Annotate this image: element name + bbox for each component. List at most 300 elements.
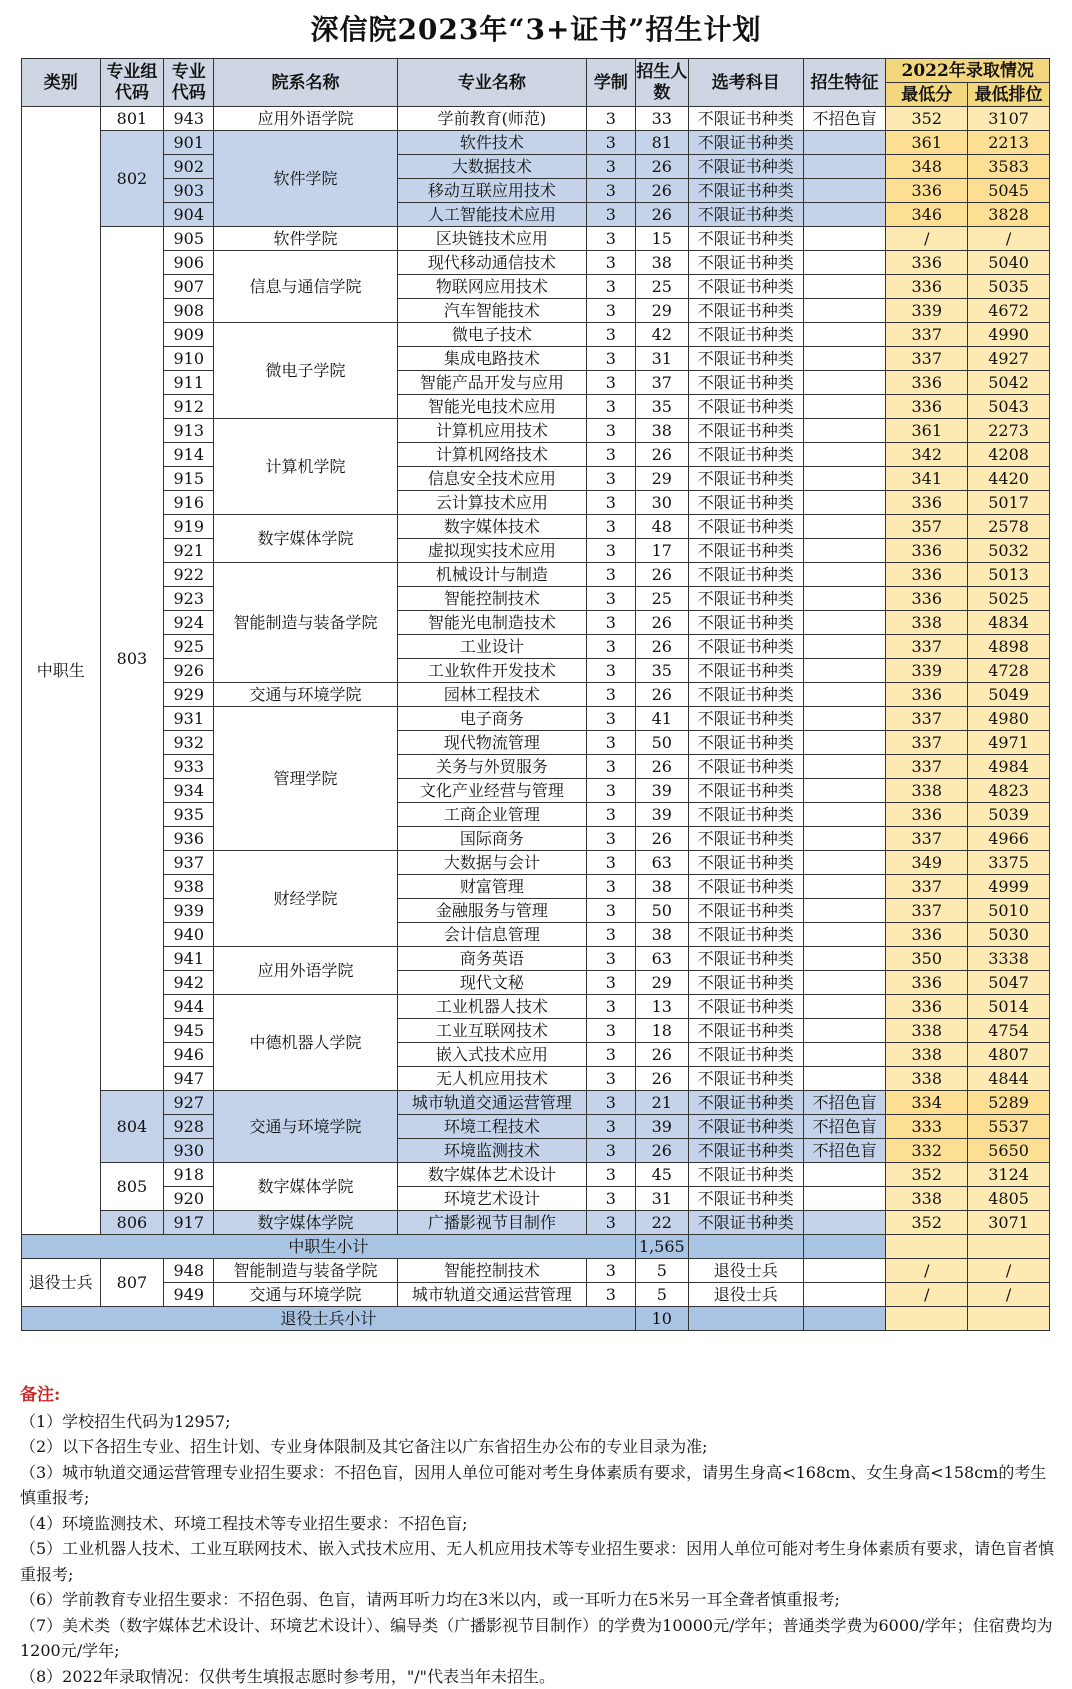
years-cell: 3: [586, 683, 635, 707]
min-rank-cell: 5537: [968, 1115, 1050, 1139]
enroll-count-cell: 63: [635, 947, 688, 971]
feature-cell: [803, 875, 886, 899]
min-rank-cell: 2578: [968, 515, 1050, 539]
feature-cell: [803, 395, 886, 419]
subjects-cell: 不限证书种类: [688, 323, 803, 347]
feature-cell: [803, 179, 886, 203]
major-code-cell: 918: [164, 1163, 214, 1187]
major-name-cell: 大数据与会计: [397, 851, 586, 875]
feature-cell: [803, 347, 886, 371]
enrollment-table: [21, 58, 1050, 1331]
table-row: [22, 683, 1050, 707]
enroll-count-cell: 38: [635, 875, 688, 899]
min-score-cell: 350: [886, 947, 968, 971]
feature-cell: [803, 1163, 886, 1187]
enroll-count-cell: 26: [635, 155, 688, 179]
min-score-cell: 361: [886, 419, 968, 443]
major-code-cell: 906: [164, 251, 214, 275]
years-cell: 3: [586, 1211, 635, 1235]
subjects-cell: 退役士兵: [688, 1259, 803, 1283]
table-row: [22, 827, 1050, 851]
subjects-cell: 不限证书种类: [688, 707, 803, 731]
enroll-count-cell: 42: [635, 323, 688, 347]
major-name-cell: 汽车智能技术: [397, 299, 586, 323]
feature-cell: [803, 971, 886, 995]
min-rank-cell: 4754: [968, 1019, 1050, 1043]
note-6: （6）学前教育专业招生要求：不招色弱、色盲，请两耳听力均在3米以内，或一耳听力在5米另一耳全聋者慎重报考;: [20, 1587, 1060, 1613]
dept-cell: 管理学院: [214, 707, 398, 851]
years-cell: 3: [586, 323, 635, 347]
table-row: [22, 1283, 1050, 1307]
subjects-cell: 不限证书种类: [688, 635, 803, 659]
feature-cell: [803, 1283, 886, 1307]
min-score-cell: 336: [886, 803, 968, 827]
table-row: [22, 179, 1050, 203]
min-score-cell: /: [886, 1283, 968, 1307]
subtotal-label: 中职生小计: [22, 1235, 636, 1259]
enroll-count-cell: 5: [635, 1283, 688, 1307]
min-rank-cell: 5650: [968, 1139, 1050, 1163]
major-name-cell: 工业设计: [397, 635, 586, 659]
major-name-cell: 工业互联网技术: [397, 1019, 586, 1043]
subjects-cell: 不限证书种类: [688, 299, 803, 323]
enroll-count-cell: 26: [635, 1067, 688, 1091]
years-cell: 3: [586, 731, 635, 755]
subjects-cell: 不限证书种类: [688, 1067, 803, 1091]
subjects-cell: 不限证书种类: [688, 659, 803, 683]
table-row: [22, 995, 1050, 1019]
table-row: [22, 347, 1050, 371]
min-score-cell: 333: [886, 1115, 968, 1139]
major-code-cell: 944: [164, 995, 214, 1019]
min-score-cell: 352: [886, 1163, 968, 1187]
dept-cell: 交通与环境学院: [214, 683, 398, 707]
feature-cell: [803, 419, 886, 443]
dept-cell: 信息与通信学院: [214, 251, 398, 323]
enroll-count-cell: 26: [635, 683, 688, 707]
enroll-count-cell: 26: [635, 1043, 688, 1067]
major-name-cell: 工业机器人技术: [397, 995, 586, 1019]
subtotal-empty: [688, 1307, 803, 1331]
min-rank-cell: 3071: [968, 1211, 1050, 1235]
years-cell: 3: [586, 659, 635, 683]
table-row: [22, 587, 1050, 611]
dept-cell: 微电子学院: [214, 323, 398, 419]
enroll-count-cell: 29: [635, 299, 688, 323]
table-row: [22, 323, 1050, 347]
min-rank-cell: 4807: [968, 1043, 1050, 1067]
table-row: [22, 635, 1050, 659]
feature-cell: 不招色盲: [803, 1139, 886, 1163]
feature-cell: 不招色盲: [803, 107, 886, 131]
enroll-count-cell: 29: [635, 467, 688, 491]
feature-cell: [803, 371, 886, 395]
table-row: [22, 419, 1050, 443]
major-code-cell: 915: [164, 467, 214, 491]
feature-cell: [803, 827, 886, 851]
major-code-cell: 948: [164, 1259, 214, 1283]
min-score-cell: 336: [886, 275, 968, 299]
min-rank-cell: 5039: [968, 803, 1050, 827]
feature-cell: [803, 707, 886, 731]
feature-cell: [803, 659, 886, 683]
years-cell: 3: [586, 923, 635, 947]
major-code-cell: 940: [164, 923, 214, 947]
subjects-cell: 不限证书种类: [688, 155, 803, 179]
feature-cell: [803, 203, 886, 227]
table-row: [22, 299, 1050, 323]
enroll-count-cell: 81: [635, 131, 688, 155]
subjects-cell: 不限证书种类: [688, 779, 803, 803]
feature-cell: [803, 467, 886, 491]
subjects-cell: 不限证书种类: [688, 371, 803, 395]
table-row: [22, 251, 1050, 275]
years-cell: 3: [586, 1067, 635, 1091]
years-cell: 3: [586, 1259, 635, 1283]
major-code-cell: 921: [164, 539, 214, 563]
major-code-cell: 919: [164, 515, 214, 539]
table-row: [22, 563, 1050, 587]
years-cell: 3: [586, 467, 635, 491]
min-rank-cell: 3107: [968, 107, 1050, 131]
major-name-cell: 财富管理: [397, 875, 586, 899]
header-feature: 招生特征: [803, 59, 886, 107]
enroll-count-cell: 26: [635, 827, 688, 851]
major-name-cell: 微电子技术: [397, 323, 586, 347]
min-rank-cell: 4971: [968, 731, 1050, 755]
years-cell: 3: [586, 1115, 635, 1139]
major-name-cell: 智能光电技术应用: [397, 395, 586, 419]
feature-cell: [803, 299, 886, 323]
years-cell: 3: [586, 107, 635, 131]
min-score-cell: 337: [886, 731, 968, 755]
table-row: [22, 1115, 1050, 1139]
major-code-cell: 939: [164, 899, 214, 923]
table-row: [22, 659, 1050, 683]
major-code-cell: 910: [164, 347, 214, 371]
table-row: [22, 923, 1050, 947]
years-cell: 3: [586, 179, 635, 203]
notes-heading: 备注:: [20, 1383, 1060, 1409]
table-row: [22, 131, 1050, 155]
min-score-cell: 349: [886, 851, 968, 875]
major-name-cell: 国际商务: [397, 827, 586, 851]
min-score-cell: 336: [886, 683, 968, 707]
major-code-cell: 927: [164, 1091, 214, 1115]
enroll-count-cell: 39: [635, 779, 688, 803]
feature-cell: [803, 611, 886, 635]
years-cell: 3: [586, 371, 635, 395]
min-rank-cell: 5032: [968, 539, 1050, 563]
subjects-cell: 不限证书种类: [688, 755, 803, 779]
dept-cell: 应用外语学院: [214, 947, 398, 995]
major-name-cell: 关务与外贸服务: [397, 755, 586, 779]
note-7: （7）美术类（数字媒体艺术设计、环境艺术设计）、编导类（广播影视节目制作）的学费为10000元/学年；普通类学费为6000/学年；住宿费均为1200元/学年;: [20, 1613, 1060, 1664]
group-code-cell: 803: [100, 227, 164, 1091]
major-name-cell: 工业软件开发技术: [397, 659, 586, 683]
min-score-cell: 336: [886, 371, 968, 395]
feature-cell: [803, 323, 886, 347]
enroll-count-cell: 37: [635, 371, 688, 395]
subjects-cell: 不限证书种类: [688, 995, 803, 1019]
subjects-cell: 不限证书种类: [688, 875, 803, 899]
enroll-count-cell: 22: [635, 1211, 688, 1235]
feature-cell: [803, 155, 886, 179]
major-name-cell: 城市轨道交通运营管理: [397, 1283, 586, 1307]
major-name-cell: 电子商务: [397, 707, 586, 731]
note-5: （5）工业机器人技术、工业互联网技术、嵌入式技术应用、无人机应用技术等专业招生要求：因用人单位可能对考生身体素质有要求，请色盲者慎重报考;: [20, 1536, 1060, 1587]
table-row: [22, 611, 1050, 635]
years-cell: 3: [586, 539, 635, 563]
years-cell: 3: [586, 803, 635, 827]
min-rank-cell: 5014: [968, 995, 1050, 1019]
feature-cell: [803, 491, 886, 515]
major-code-cell: 902: [164, 155, 214, 179]
table-row: [22, 1259, 1050, 1283]
feature-cell: [803, 275, 886, 299]
subjects-cell: 不限证书种类: [688, 467, 803, 491]
min-rank-cell: /: [968, 1283, 1050, 1307]
enroll-count-cell: 26: [635, 563, 688, 587]
feature-cell: [803, 923, 886, 947]
page-title: 深信院2023年“3+证书”招生计划: [0, 8, 1072, 48]
min-rank-cell: 3338: [968, 947, 1050, 971]
table-row: [22, 875, 1050, 899]
min-rank-cell: 3828: [968, 203, 1050, 227]
table-row: [22, 107, 1050, 131]
subjects-cell: 不限证书种类: [688, 515, 803, 539]
major-code-cell: 903: [164, 179, 214, 203]
years-cell: 3: [586, 755, 635, 779]
enroll-count-cell: 21: [635, 1091, 688, 1115]
note-4: （4）环境监测技术、环境工程技术等专业招生要求：不招色盲;: [20, 1511, 1060, 1537]
min-score-cell: 336: [886, 179, 968, 203]
major-code-cell: 933: [164, 755, 214, 779]
min-rank-cell: 5030: [968, 923, 1050, 947]
subjects-cell: 不限证书种类: [688, 203, 803, 227]
min-score-cell: 337: [886, 635, 968, 659]
header-category: 类别: [22, 59, 101, 107]
enroll-count-cell: 41: [635, 707, 688, 731]
subjects-cell: 不限证书种类: [688, 683, 803, 707]
enroll-count-cell: 38: [635, 251, 688, 275]
group-code-cell: 805: [100, 1163, 164, 1211]
min-score-cell: 346: [886, 203, 968, 227]
major-code-cell: 943: [164, 107, 214, 131]
min-rank-cell: 5035: [968, 275, 1050, 299]
min-rank-cell: 3375: [968, 851, 1050, 875]
dept-cell: 数字媒体学院: [214, 1163, 398, 1211]
min-rank-cell: 3124: [968, 1163, 1050, 1187]
subjects-cell: 退役士兵: [688, 1283, 803, 1307]
notes-section: [20, 1383, 1060, 1689]
subjects-cell: 不限证书种类: [688, 1139, 803, 1163]
major-code-cell: 923: [164, 587, 214, 611]
min-rank-cell: 4990: [968, 323, 1050, 347]
subjects-cell: 不限证书种类: [688, 611, 803, 635]
feature-cell: [803, 1211, 886, 1235]
subjects-cell: 不限证书种类: [688, 851, 803, 875]
min-rank-cell: 4420: [968, 467, 1050, 491]
table-row: [22, 467, 1050, 491]
table-row: [22, 731, 1050, 755]
min-rank-cell: 5289: [968, 1091, 1050, 1115]
min-score-cell: 337: [886, 707, 968, 731]
table-body: [22, 107, 1050, 1331]
dept-cell: 软件学院: [214, 131, 398, 227]
years-cell: 3: [586, 899, 635, 923]
table-row: [22, 1091, 1050, 1115]
major-code-cell: 901: [164, 131, 214, 155]
enroll-count-cell: 35: [635, 395, 688, 419]
major-code-cell: 911: [164, 371, 214, 395]
enroll-count-cell: 26: [635, 203, 688, 227]
header-min-score: 最低分: [886, 83, 968, 107]
major-code-cell: 913: [164, 419, 214, 443]
feature-cell: [803, 131, 886, 155]
dept-cell: 交通与环境学院: [214, 1283, 398, 1307]
major-name-cell: 城市轨道交通运营管理: [397, 1091, 586, 1115]
table-row: [22, 491, 1050, 515]
subtotal-empty: [968, 1307, 1050, 1331]
note-8: （8）2022年录取情况：仅供考生填报志愿时参考用，"/"代表当年未招生。: [20, 1664, 1060, 1689]
subtotal-empty: [803, 1235, 886, 1259]
min-rank-cell: 4966: [968, 827, 1050, 851]
min-rank-cell: 5045: [968, 179, 1050, 203]
major-name-cell: 软件技术: [397, 131, 586, 155]
feature-cell: [803, 515, 886, 539]
min-score-cell: 336: [886, 587, 968, 611]
enroll-count-cell: 26: [635, 635, 688, 659]
major-code-cell: 924: [164, 611, 214, 635]
major-code-cell: 908: [164, 299, 214, 323]
feature-cell: [803, 995, 886, 1019]
feature-cell: [803, 1019, 886, 1043]
major-code-cell: 904: [164, 203, 214, 227]
years-cell: 3: [586, 395, 635, 419]
table-row: [22, 515, 1050, 539]
major-name-cell: 机械设计与制造: [397, 563, 586, 587]
feature-cell: [803, 947, 886, 971]
min-score-cell: 337: [886, 755, 968, 779]
min-score-cell: 336: [886, 491, 968, 515]
feature-cell: 不招色盲: [803, 1091, 886, 1115]
feature-cell: [803, 899, 886, 923]
min-rank-cell: 4980: [968, 707, 1050, 731]
enroll-count-cell: 26: [635, 443, 688, 467]
enroll-count-cell: 39: [635, 1115, 688, 1139]
years-cell: 3: [586, 155, 635, 179]
major-code-cell: 914: [164, 443, 214, 467]
min-rank-cell: 4844: [968, 1067, 1050, 1091]
major-name-cell: 虚拟现实技术应用: [397, 539, 586, 563]
min-score-cell: /: [886, 227, 968, 251]
header-major: 专业名称: [397, 59, 586, 107]
group-code-cell: 807: [100, 1259, 164, 1307]
feature-cell: [803, 851, 886, 875]
table-row: [22, 947, 1050, 971]
major-code-cell: 907: [164, 275, 214, 299]
major-name-cell: 区块链技术应用: [397, 227, 586, 251]
subtotal-row-veteran: [22, 1307, 1050, 1331]
major-name-cell: 商务英语: [397, 947, 586, 971]
major-name-cell: 智能控制技术: [397, 587, 586, 611]
years-cell: 3: [586, 1139, 635, 1163]
major-code-cell: 934: [164, 779, 214, 803]
years-cell: 3: [586, 587, 635, 611]
major-name-cell: 环境工程技术: [397, 1115, 586, 1139]
group-code-cell: 801: [100, 107, 164, 131]
major-name-cell: 人工智能技术应用: [397, 203, 586, 227]
major-code-cell: 932: [164, 731, 214, 755]
major-name-cell: 移动互联应用技术: [397, 179, 586, 203]
min-rank-cell: 5025: [968, 587, 1050, 611]
min-rank-cell: 4999: [968, 875, 1050, 899]
major-code-cell: 920: [164, 1187, 214, 1211]
subjects-cell: 不限证书种类: [688, 395, 803, 419]
major-code-cell: 936: [164, 827, 214, 851]
min-rank-cell: 4834: [968, 611, 1050, 635]
major-name-cell: 物联网应用技术: [397, 275, 586, 299]
min-score-cell: 336: [886, 395, 968, 419]
header-group-code: 专业组代码: [100, 59, 164, 107]
enroll-count-cell: 35: [635, 659, 688, 683]
major-name-cell: 现代移动通信技术: [397, 251, 586, 275]
major-name-cell: 数字媒体艺术设计: [397, 1163, 586, 1187]
years-cell: 3: [586, 251, 635, 275]
category-cell: 退役士兵: [22, 1259, 101, 1307]
enroll-count-cell: 17: [635, 539, 688, 563]
major-name-cell: 环境监测技术: [397, 1139, 586, 1163]
years-cell: 3: [586, 995, 635, 1019]
table-row: [22, 1187, 1050, 1211]
enroll-count-cell: 29: [635, 971, 688, 995]
dept-cell: 智能制造与装备学院: [214, 563, 398, 683]
feature-cell: [803, 683, 886, 707]
major-code-cell: 945: [164, 1019, 214, 1043]
major-code-cell: 935: [164, 803, 214, 827]
dept-cell: 中德机器人学院: [214, 995, 398, 1091]
table-row: [22, 1139, 1050, 1163]
major-name-cell: 工商企业管理: [397, 803, 586, 827]
min-score-cell: 338: [886, 1067, 968, 1091]
major-name-cell: 计算机应用技术: [397, 419, 586, 443]
major-name-cell: 现代文秘: [397, 971, 586, 995]
enroll-count-cell: 26: [635, 1139, 688, 1163]
feature-cell: [803, 1067, 886, 1091]
table-row: [22, 443, 1050, 467]
major-name-cell: 智能产品开发与应用: [397, 371, 586, 395]
min-rank-cell: 5040: [968, 251, 1050, 275]
subjects-cell: 不限证书种类: [688, 587, 803, 611]
enroll-count-cell: 13: [635, 995, 688, 1019]
enroll-count-cell: 31: [635, 347, 688, 371]
header-major-code: 专业代码: [164, 59, 214, 107]
min-score-cell: 352: [886, 1211, 968, 1235]
table-row: [22, 803, 1050, 827]
min-score-cell: 336: [886, 995, 968, 1019]
enroll-count-cell: 30: [635, 491, 688, 515]
table-row: [22, 275, 1050, 299]
major-code-cell: 946: [164, 1043, 214, 1067]
enroll-count-cell: 25: [635, 587, 688, 611]
subjects-cell: 不限证书种类: [688, 275, 803, 299]
major-code-cell: 937: [164, 851, 214, 875]
major-code-cell: 931: [164, 707, 214, 731]
min-score-cell: 337: [886, 827, 968, 851]
years-cell: 3: [586, 875, 635, 899]
table-row: [22, 1019, 1050, 1043]
